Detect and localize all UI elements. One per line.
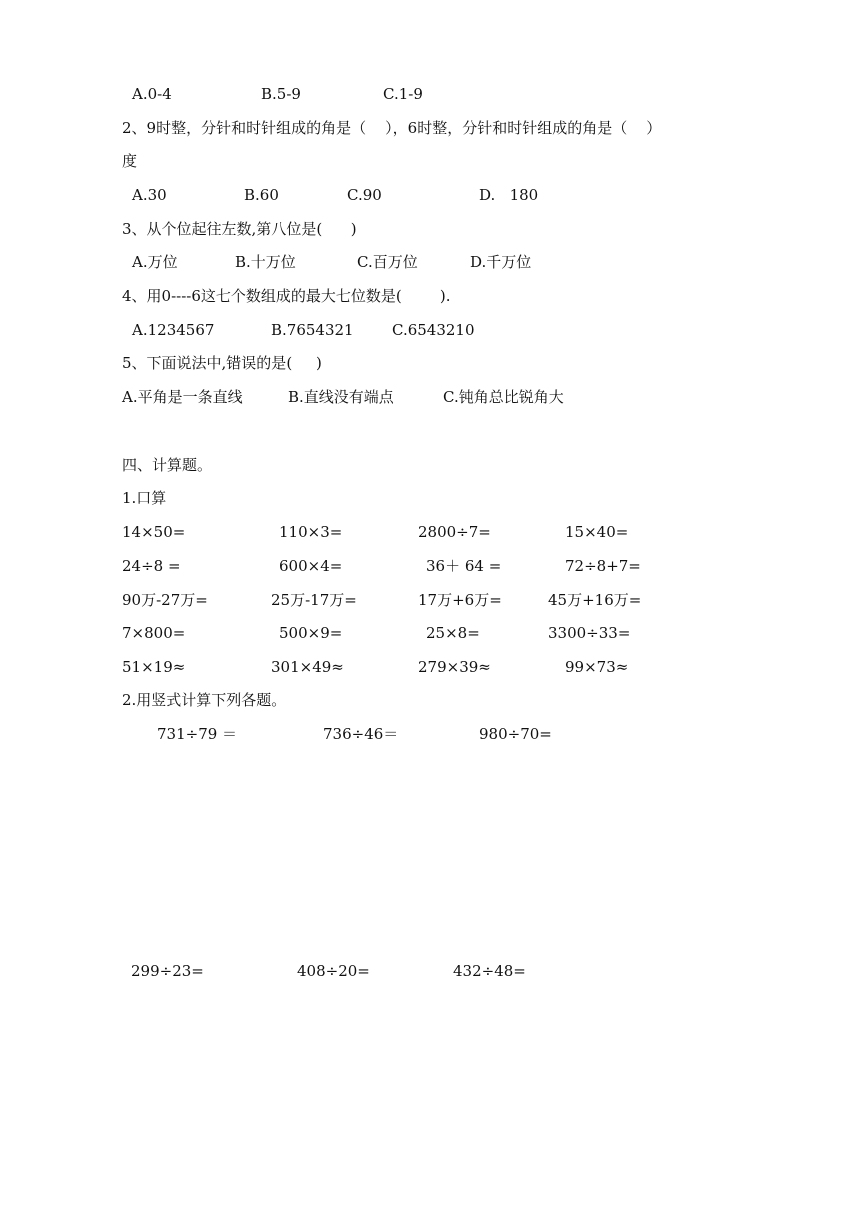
q2-option-d: D. 180 xyxy=(479,186,539,204)
q2-option-a: A.30 xyxy=(132,186,167,204)
q1-option-a: A.0-4 xyxy=(132,85,172,103)
q4-option-b: B.7654321 xyxy=(271,321,354,339)
oral-problem: 500×9= xyxy=(279,624,343,642)
vertical-problem: 731÷79 ＝ xyxy=(157,725,238,743)
q2-option-c: C.90 xyxy=(347,186,382,204)
q5-option-a: A.平角是一条直线 xyxy=(122,388,243,406)
oral-problem: 600×4= xyxy=(279,557,343,575)
q3-option-c: C.百万位 xyxy=(357,253,418,271)
q4-text: 4、用0----6这七个数组成的最大七位数是( ). xyxy=(122,287,451,305)
oral-problem: 25万-17万= xyxy=(271,591,357,609)
oral-problem: 90万-27万= xyxy=(122,591,208,609)
section-4-title: 四、计算题。 xyxy=(122,456,213,474)
oral-problem: 24÷8 = xyxy=(122,557,181,575)
oral-problem: 99×73≈ xyxy=(565,658,629,676)
vertical-calc-title: 2.用竖式计算下列各题。 xyxy=(122,691,287,709)
oral-problem: 3300÷33= xyxy=(548,624,631,642)
q5-option-b: B.直线没有端点 xyxy=(288,388,394,406)
oral-problem: 15×40= xyxy=(565,523,629,541)
q4-option-a: A.1234567 xyxy=(132,321,215,339)
q4-option-c: C.6543210 xyxy=(392,321,475,339)
q3-text: 3、从个位起往左数,第八位是( ) xyxy=(122,220,357,238)
q3-option-b: B.十万位 xyxy=(235,253,296,271)
vertical-problem: 299÷23= xyxy=(131,962,204,980)
q5-option-c: C.钝角总比锐角大 xyxy=(443,388,564,406)
q3-option-d: D.千万位 xyxy=(470,253,532,271)
q2-text-line1: 2、9时整，分针和时针组成的角是（ ），6时整，分针和时针组成的角是（ ） xyxy=(122,119,662,137)
q1-option-c: C.1-9 xyxy=(383,85,423,103)
oral-problem: 14×50= xyxy=(122,523,186,541)
oral-problem: 301×49≈ xyxy=(271,658,344,676)
oral-problem: 110×3= xyxy=(279,523,343,541)
oral-problem: 36＋ 64 = xyxy=(426,557,502,575)
q5-text: 5、下面说法中,错误的是( ) xyxy=(122,354,322,372)
vertical-problem: 432÷48= xyxy=(453,962,526,980)
vertical-problem: 736÷46＝ xyxy=(323,725,399,743)
oral-calc-title: 1.口算 xyxy=(122,489,167,507)
q2-option-b: B.60 xyxy=(244,186,279,204)
oral-problem: 72÷8+7= xyxy=(565,557,641,575)
oral-problem: 279×39≈ xyxy=(418,658,491,676)
vertical-problem: 980÷70= xyxy=(479,725,552,743)
oral-problem: 7×800= xyxy=(122,624,186,642)
oral-problem: 2800÷7= xyxy=(418,523,491,541)
q2-text-line2: 度 xyxy=(122,152,138,170)
oral-problem: 25×8= xyxy=(426,624,480,642)
q1-option-b: B.5-9 xyxy=(261,85,301,103)
q3-option-a: A.万位 xyxy=(132,253,178,271)
oral-problem: 45万+16万= xyxy=(548,591,642,609)
oral-problem: 51×19≈ xyxy=(122,658,186,676)
oral-problem: 17万+6万= xyxy=(418,591,502,609)
vertical-problem: 408÷20= xyxy=(297,962,370,980)
